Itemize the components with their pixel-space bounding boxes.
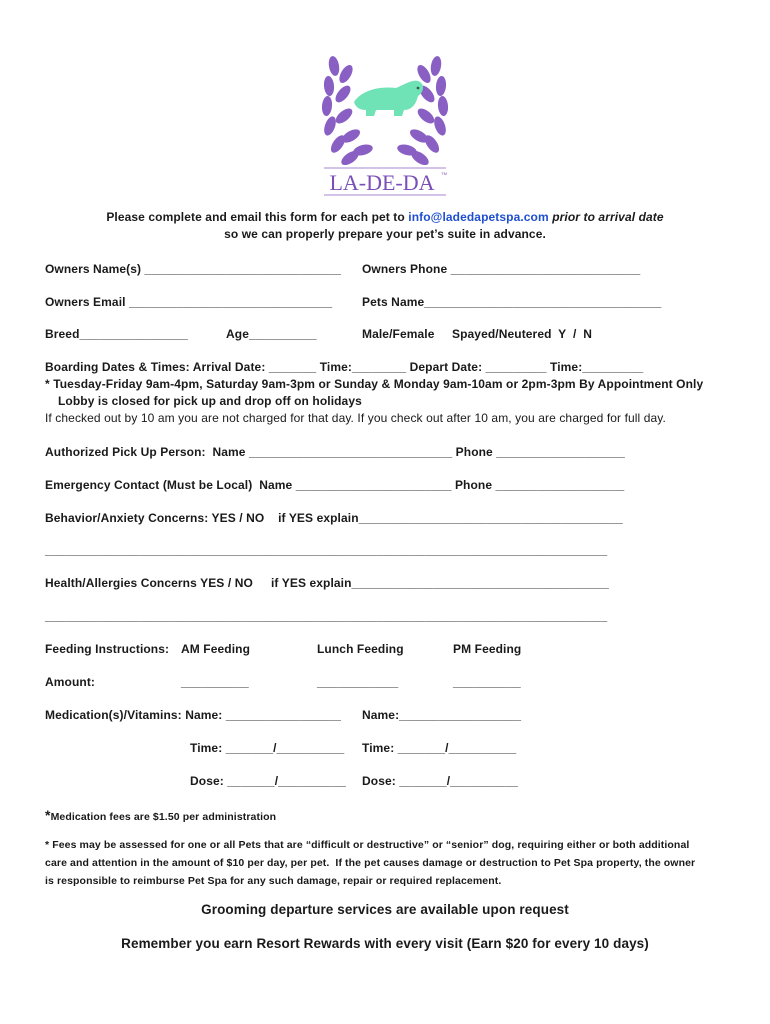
boarding-dates-field[interactable]: Boarding Dates & Times: Arrival Date: _______ Time:________ Depart Date: _________ Time:_________	[45, 360, 644, 374]
feeding-label: Feeding Instructions:	[45, 642, 170, 656]
fee-asterisk: *	[45, 807, 51, 823]
am-feeding-header: AM Feeding	[181, 642, 250, 656]
owners-email-field[interactable]: Owners Email ______________________________	[45, 295, 333, 309]
medication-dose-2-field[interactable]: Dose: _______/__________	[362, 774, 518, 788]
health-explain-field[interactable]: if YES explain______________________________________	[271, 576, 609, 590]
breed-field[interactable]: Breed________________	[45, 327, 188, 341]
email-link[interactable]: info@ladedapetspa.com	[408, 210, 549, 224]
fee-text: Medication fees are $1.50 per administration	[50, 811, 277, 823]
rewards-note: Remember you earn Resort Rewards with every visit (Earn $20 for every 10 days)	[121, 936, 649, 951]
behavior-concerns-field[interactable]: Behavior/Anxiety Concerns: YES / NO if YES explain_______________________________________	[45, 511, 623, 525]
intro-text: Please complete and email this form for each pet to	[106, 210, 409, 224]
dog-icon	[354, 81, 423, 116]
ladeda-logo	[318, 44, 452, 198]
holiday-note: Lobby is closed for pick up and drop off on holidays	[58, 394, 362, 408]
medication-time-2-field[interactable]: Time: _______/__________	[362, 741, 517, 755]
fees-line-2: care and attention in the amount of $10 per day, per pet. If the pet causes damage or destruction to Pet Spa property, the owner	[45, 857, 696, 869]
logo-text: LA-DE-DA	[329, 170, 435, 195]
behavior-explain-line[interactable]: ___________________________________________________________________________________	[45, 543, 608, 557]
pm-feeding-header: PM Feeding	[453, 642, 522, 656]
emergency-contact-field[interactable]: Emergency Contact (Must be Local) Name _______________________ Phone ___________________	[45, 478, 625, 492]
age-field[interactable]: Age__________	[226, 327, 317, 341]
intro-deadline: prior to arrival date	[548, 210, 664, 224]
intro-line-2: so we can properly prepare your pet’s suite in advance.	[224, 227, 546, 241]
lunch-amount-field[interactable]: ____________	[317, 675, 399, 689]
pets-name-field[interactable]: Pets Name___________________________________	[362, 295, 662, 309]
medication-dose-1-field[interactable]: Dose: _______/__________	[190, 774, 346, 788]
pm-amount-field[interactable]: __________	[453, 675, 521, 689]
fees-line-3: is responsible to reimburse Pet Spa for any such damage, repair or required replacement.	[45, 875, 502, 887]
owners-name-field[interactable]: Owners Name(s) _____________________________	[45, 262, 341, 276]
health-concerns-label: Health/Allergies Concerns YES / NO	[45, 576, 253, 590]
medication-name-field[interactable]: Medication(s)/Vitamins: Name: _________________	[45, 708, 341, 722]
checkout-policy: If checked out by 10 am you are not charged for that day. If you check out after 10 am, you are charged for full day.	[45, 411, 666, 425]
owners-phone-field[interactable]: Owners Phone ____________________________	[362, 262, 641, 276]
boarding-hours-note: * Tuesday-Friday 9am-4pm, Saturday 9am-3pm or Sunday & Monday 9am-10am or 2pm-3pm By Appointment Only	[45, 377, 704, 391]
laurel-right-icon	[396, 55, 449, 168]
intro-line-1	[0, 210, 770, 224]
fees-line-1: * Fees may be assessed for one or all Pets that are “difficult or destructive” or “senior” dog, requiring either or both additional	[45, 839, 690, 851]
health-explain-line[interactable]: ___________________________________________________________________________________	[45, 609, 608, 623]
am-amount-field[interactable]: __________	[181, 675, 249, 689]
pickup-person-field[interactable]: Authorized Pick Up Person: Name ______________________________ Phone ___________________	[45, 445, 625, 459]
medication-fee-note	[45, 807, 276, 823]
amount-label: Amount:	[45, 675, 96, 689]
spayed-neutered-field[interactable]: Spayed/Neutered Y / N	[452, 327, 593, 341]
grooming-note: Grooming departure services are available upon request	[201, 902, 569, 917]
logo-trademark: TM	[441, 171, 447, 176]
medication-name-2-field[interactable]: Name:__________________	[362, 708, 522, 722]
lunch-feeding-header: Lunch Feeding	[317, 642, 404, 656]
male-female-field[interactable]: Male/Female	[362, 327, 435, 341]
medication-time-1-field[interactable]: Time: _______/__________	[190, 741, 345, 755]
